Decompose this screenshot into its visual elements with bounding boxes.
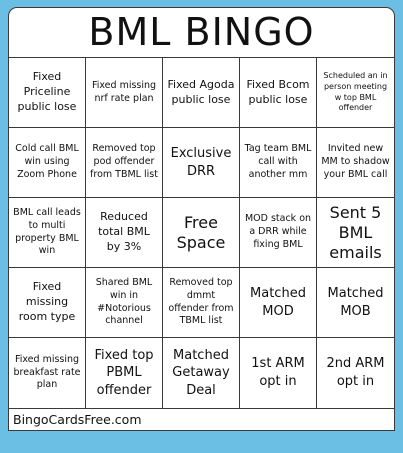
bingo-cell[interactable]: Removed top dmmt offender from TBML list xyxy=(163,268,240,338)
bingo-card xyxy=(8,7,395,431)
bingo-cell[interactable]: Matched MOD xyxy=(240,268,317,338)
bingo-cell[interactable]: Fixed Agoda public lose xyxy=(163,58,240,128)
bingo-cell[interactable]: Sent 5 BML emails xyxy=(317,198,394,268)
bingo-cell[interactable]: Fixed missing nrf rate plan xyxy=(86,58,163,128)
bingo-cell[interactable]: Fixed Bcom public lose xyxy=(240,58,317,128)
bingo-cell[interactable]: Shared BML win in #Notorious channel xyxy=(86,268,163,338)
card-title: BML BINGO xyxy=(88,10,315,54)
bingo-cell[interactable]: Reduced total BML by 3% xyxy=(86,198,163,268)
bingo-cell[interactable]: Fixed top PBML offender xyxy=(86,338,163,408)
bingo-cell[interactable]: Matched MOB xyxy=(317,268,394,338)
bingo-cell[interactable]: Tag team BML call with another mm xyxy=(240,128,317,198)
bingo-cell[interactable]: BML call leads to multi property BML win xyxy=(9,198,86,268)
bingo-cell[interactable]: 2nd ARM opt in xyxy=(326,356,385,389)
bingo-cell[interactable]: Removed top pod offender from TBML list xyxy=(86,128,163,198)
bingo-cell[interactable]: MOD stack on a DRR while fixing BML xyxy=(240,198,317,268)
bingo-grid xyxy=(9,57,394,409)
bingo-cell[interactable]: 1st ARM opt in xyxy=(240,338,317,408)
bingo-cell[interactable]: Exclusive DRR xyxy=(163,128,240,198)
bingo-cell[interactable]: Matched Getaway Deal xyxy=(163,338,240,408)
free-space-cell[interactable]: Free Space xyxy=(163,198,240,268)
bingo-cell[interactable]: Fixed missing room type xyxy=(9,268,86,338)
bingo-cell[interactable]: Invited new MM to shadow your BML call xyxy=(317,128,394,198)
bingo-cell[interactable]: Fixed Priceline public lose xyxy=(9,58,86,128)
bingo-cell[interactable]: Scheduled an in person meeting w top BML offender xyxy=(317,58,394,128)
bingo-cell[interactable]: Fixed missing breakfast rate plan xyxy=(9,338,86,408)
site-credit: BingoCardsFree.com xyxy=(13,412,142,427)
bingo-cell[interactable]: Cold call BML win using Zoom Phone xyxy=(9,128,86,198)
